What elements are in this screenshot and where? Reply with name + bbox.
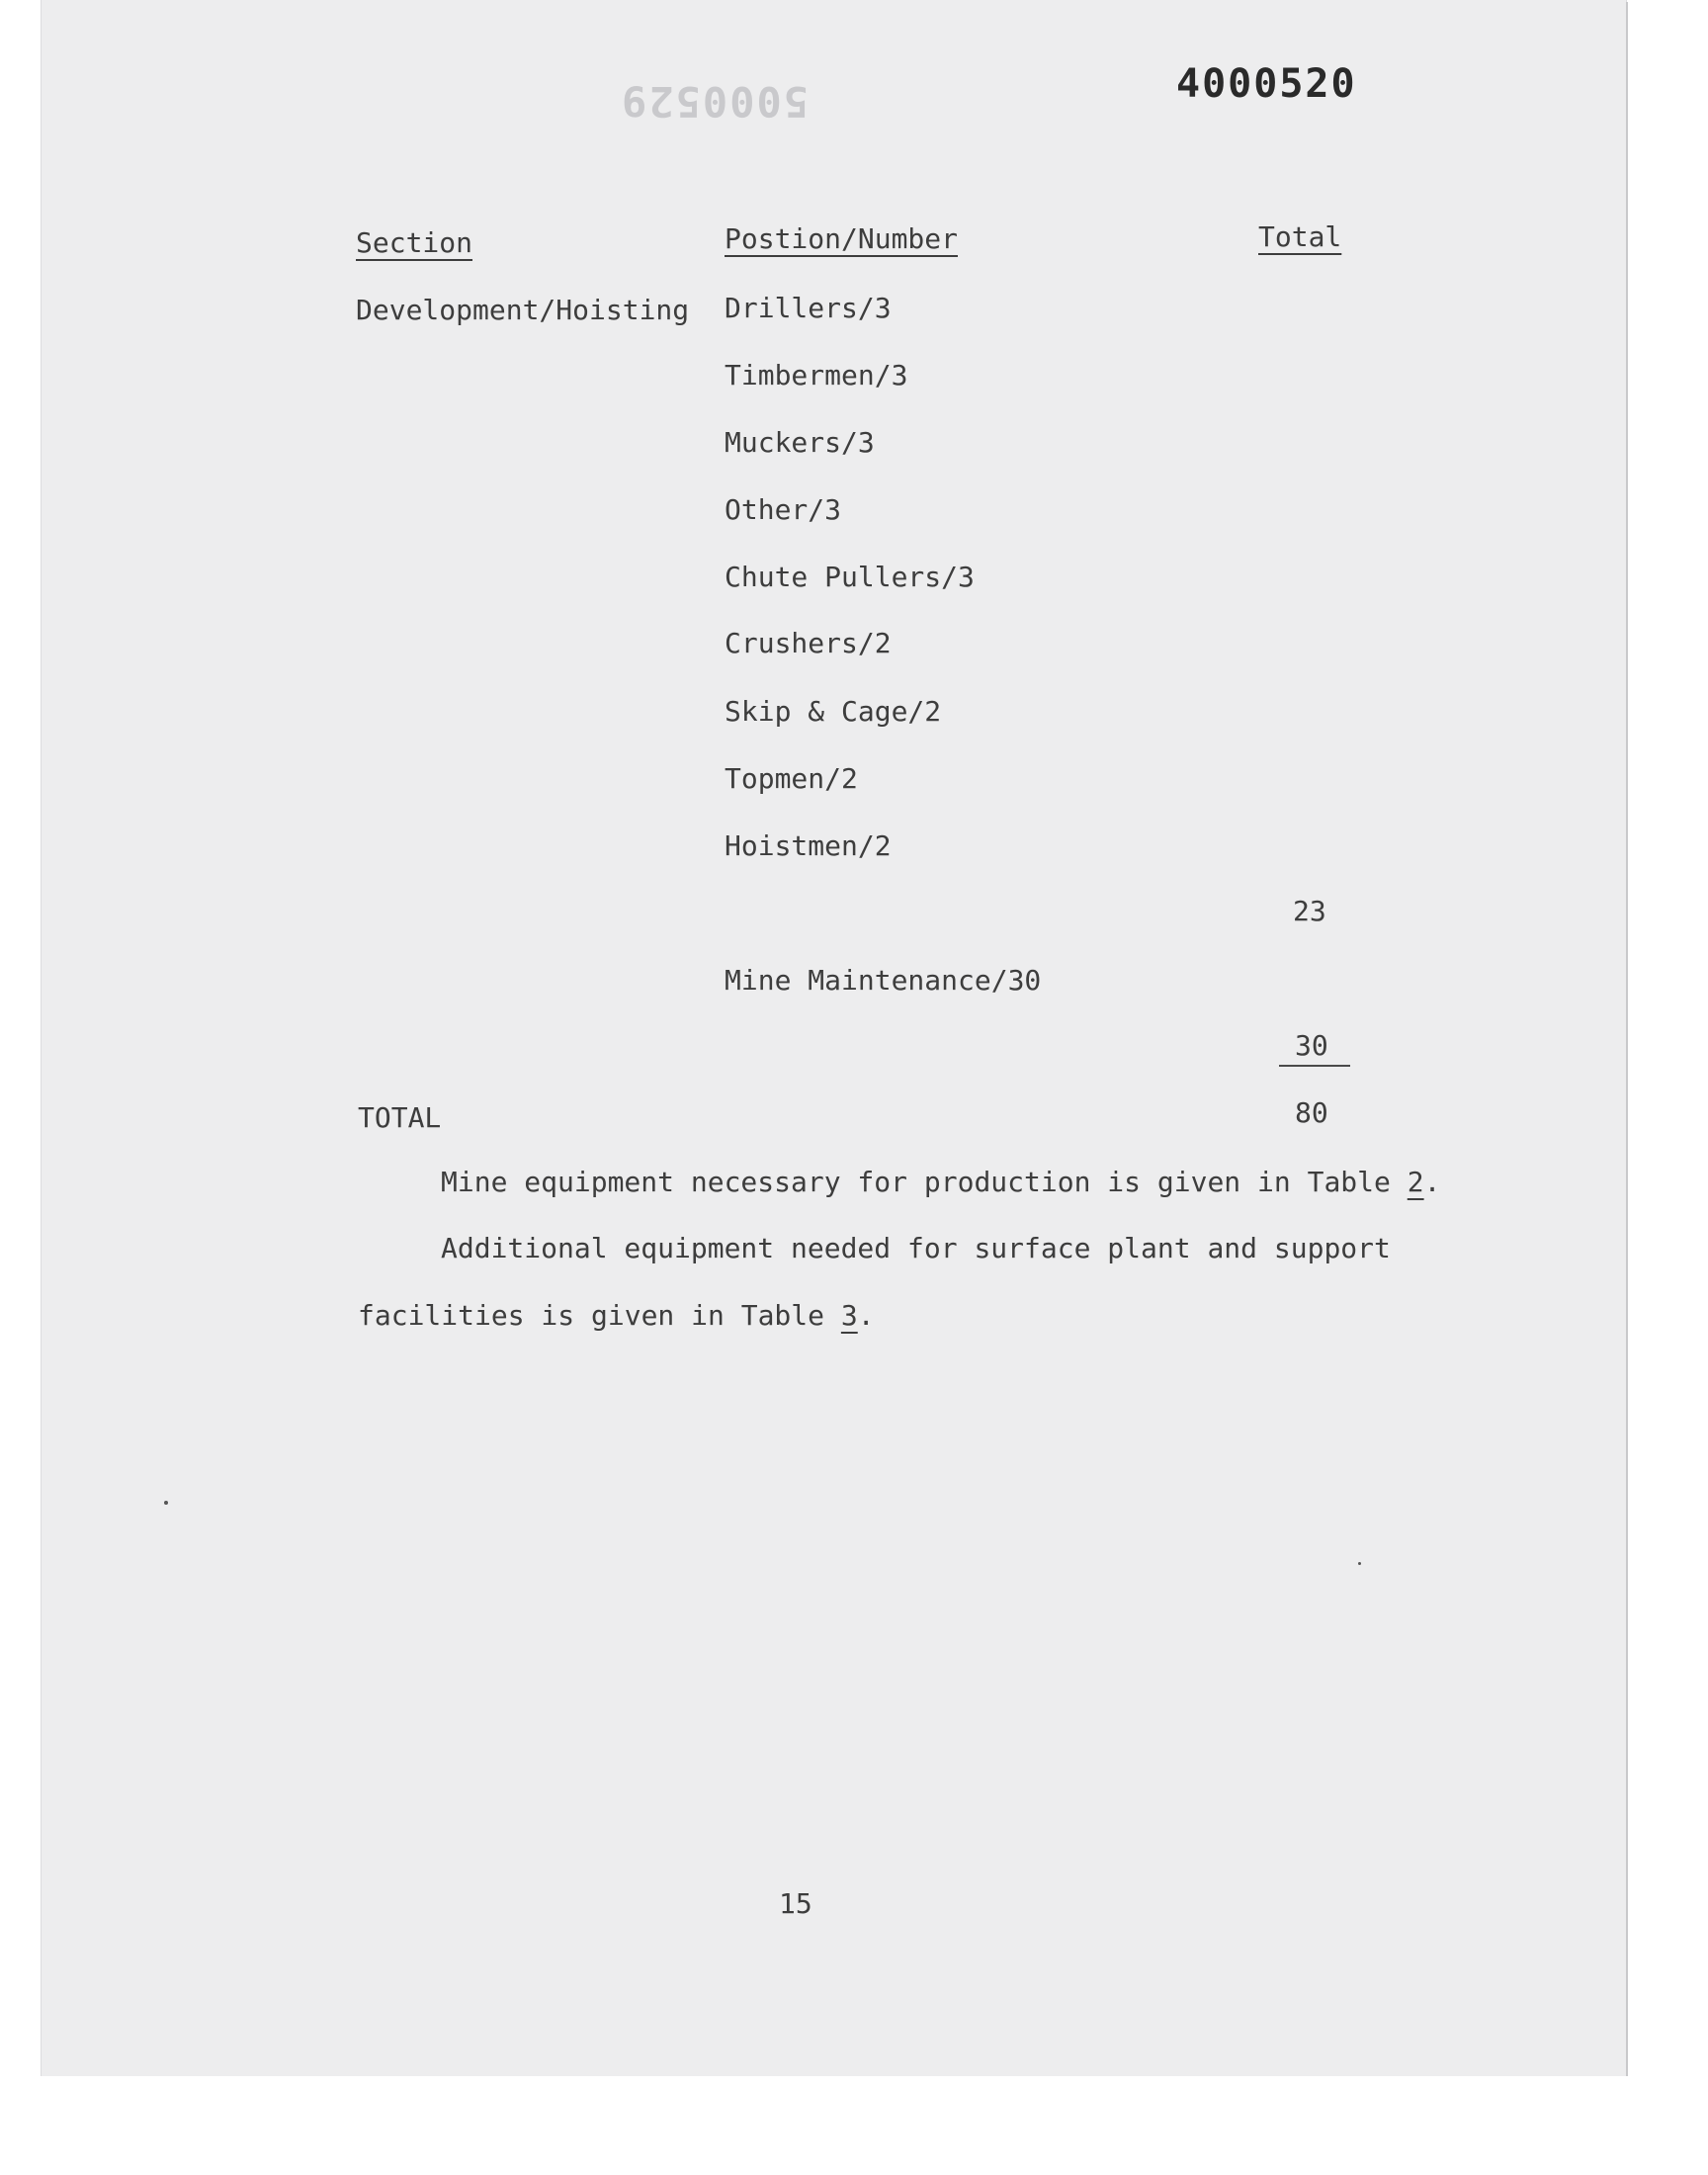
table-reference: 2 (1407, 1166, 1424, 1198)
total-label: TOTAL (358, 1101, 442, 1134)
paragraph-text: Mine equipment necessary for production is given in Table (441, 1166, 1408, 1198)
document-id-stamp: 4000520 (1176, 61, 1357, 107)
paragraph-line: Additional equipment needed for surface plant and support (441, 1232, 1391, 1264)
table-reference: 3 (840, 1299, 858, 1332)
position-row: Hoistmen/2 (725, 829, 892, 862)
position-row: Topmen/2 (725, 762, 858, 795)
subtotal-value: 30 (1295, 1029, 1328, 1062)
header-position: Postion/Number (725, 222, 959, 255)
paragraph-text: facilities is given in Table (358, 1299, 841, 1332)
sum-rule (1279, 1065, 1350, 1067)
bleed-through-stamp: 5000529 (620, 77, 810, 126)
header-total: Total (1258, 220, 1342, 253)
position-row: Muckers/3 (725, 426, 875, 459)
maintenance-row: Mine Maintenance/30 (725, 964, 1042, 997)
scan-margin (0, 2076, 1708, 2175)
paragraph-line (358, 1299, 875, 1332)
position-row: Timbermen/3 (725, 359, 908, 392)
position-row: Other/3 (725, 493, 842, 526)
document-page (42, 0, 1626, 2076)
section-name: Development/Hoisting (356, 294, 690, 326)
position-row: Chute Pullers/3 (725, 561, 975, 593)
position-row: Skip & Cage/2 (725, 695, 942, 728)
position-row: Crushers/2 (725, 627, 892, 659)
paragraph-text: . (857, 1299, 875, 1332)
total-value: 80 (1295, 1096, 1328, 1129)
page-number: 15 (779, 1887, 812, 1920)
position-row: Drillers/3 (725, 292, 892, 324)
header-section: Section (356, 226, 473, 259)
subtotal-value: 23 (1293, 895, 1326, 927)
paragraph-text: . (1423, 1166, 1441, 1198)
paper-speck (1358, 1562, 1361, 1565)
paragraph-line (441, 1166, 1441, 1198)
paper-speck (164, 1501, 168, 1505)
